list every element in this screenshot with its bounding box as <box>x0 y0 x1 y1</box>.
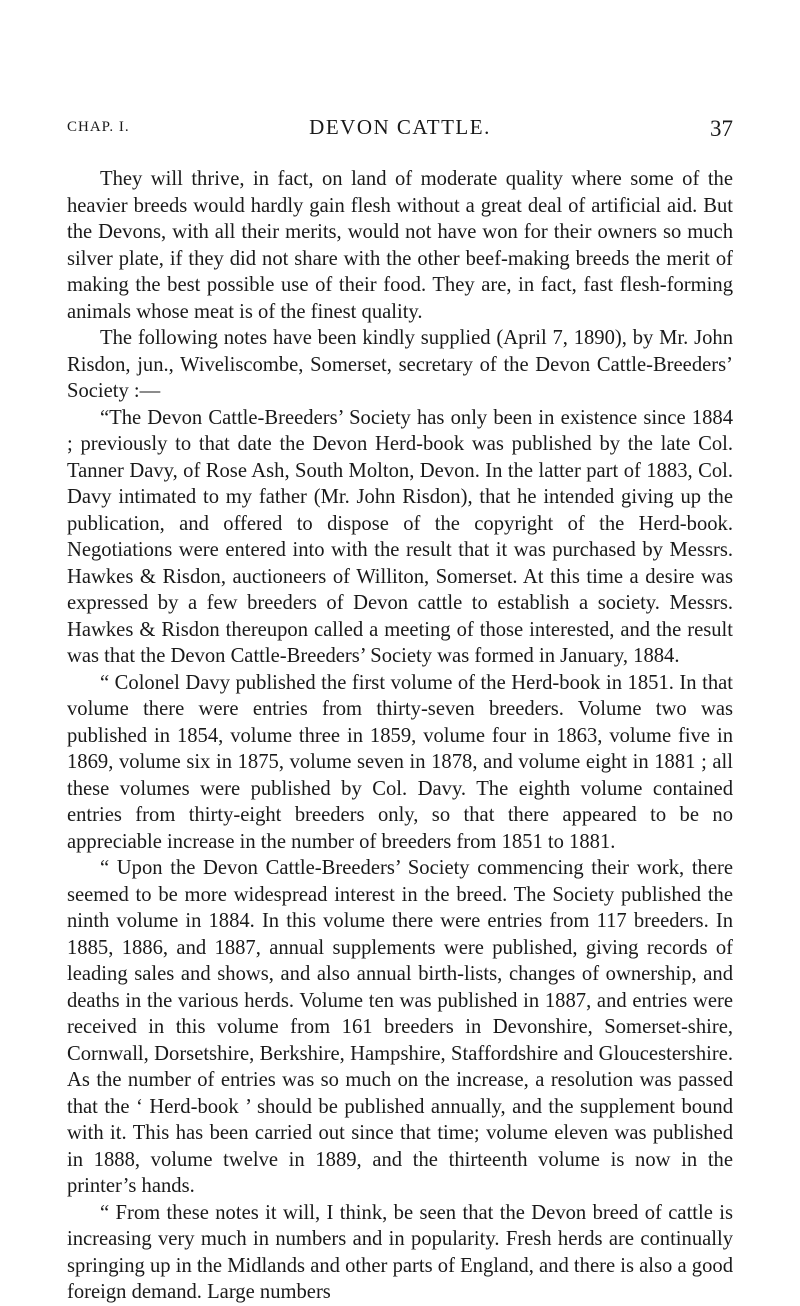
paragraph: “The Devon Cattle-Breeders’ Society has only been in existence since 1884 ; previously to that date the Devon Herd-book was published by the late Col. Tanner Davy, of Rose Ash, South Molton, Devon. In the latter part of 1883, Col. Davy intimated to my father (Mr. John Risdon), that he intended giving up the publication, and offered to dispose of the copyright of the Herd-book. Negotiations were entered into with the result that it was purchased by Messrs. Hawkes & Risdon, auctioneers of Williton, Somerset. At this time a desire was expressed by a few breeders of Devon cattle to establish a society. Messrs. Hawkes & Risdon thereupon called a meeting of those interested, and the result was that the Devon Cattle-Breeders’ Society was formed in January, 1884. <box>67 406 733 667</box>
paragraph: They will thrive, in fact, on land of moderate quality where some of the heavier breeds would hardly gain flesh without a great deal of artificial aid. But the Devons, with all their merits, would not have won for their owners so much silver plate, if they did not share with the other beef-making breeds the merit of making the best possible use of their food. They are, in fact, fast flesh-forming animals whose meat is of the finest quality. <box>67 168 733 323</box>
chapter-label: CHAP. I. <box>67 119 130 135</box>
paragraph: “ From these notes it will, I think, be seen that the Devon breed of cattle is increasing very much in numbers and in popularity. Fresh herds are continually springing up in the Midlands and other parts of England, and there is also a good foreign demand. Large numbers <box>67 1201 733 1303</box>
page-title: DEVON CATTLE. <box>309 115 491 139</box>
running-head <box>67 115 733 145</box>
body-text <box>67 166 733 1306</box>
page-number: 37 <box>710 116 733 141</box>
paragraph: The following notes have been kindly supplied (April 7, 1890), by Mr. John Risdon, jun., Wiveliscombe, Somerset, secretary of the Devon Cattle-Breeders’ Society :— <box>67 327 733 402</box>
paragraph: “ Upon the Devon Cattle-Breeders’ Society commencing their work, there seemed to be more widespread interest in the breed. The Society published the ninth volume in 1884. In this volume there were entries from 117 breeders. In 1885, 1886, and 1887, annual supplements were published, giving records of leading sales and shows, and also annual birth-lists, changes of ownership, and deaths in the various herds. Volume ten was published in 1887, and entries were received in this volume from 161 breeders in Devonshire, Somerset-shire, Cornwall, Dorsetshire, Berkshire, Hampshire, Staffordshire and Gloucestershire. As the number of entries was so much on the increase, a resolution was passed that the ‘ Herd-book ’ should be published annually, and the supplement bound with it. This has been carried out since that time; volume eleven was published in 1888, volume twelve in 1889, and the thirteenth volume is now in the printer’s hands. <box>67 857 733 1197</box>
paragraph: “ Colonel Davy published the first volume of the Herd-book in 1851. In that volume there were entries from thirty-seven breeders. Volume two was published in 1854, volume three in 1859, volume four in 1863, volume five in 1869, volume six in 1875, volume seven in 1878, and volume eight in 1881 ; all these volumes were published by Col. Davy. The eighth volume contained entries from thirty-eight breeders only, so that there appeared to be no appreciable increase in the number of breeders from 1851 to 1881. <box>67 671 733 853</box>
